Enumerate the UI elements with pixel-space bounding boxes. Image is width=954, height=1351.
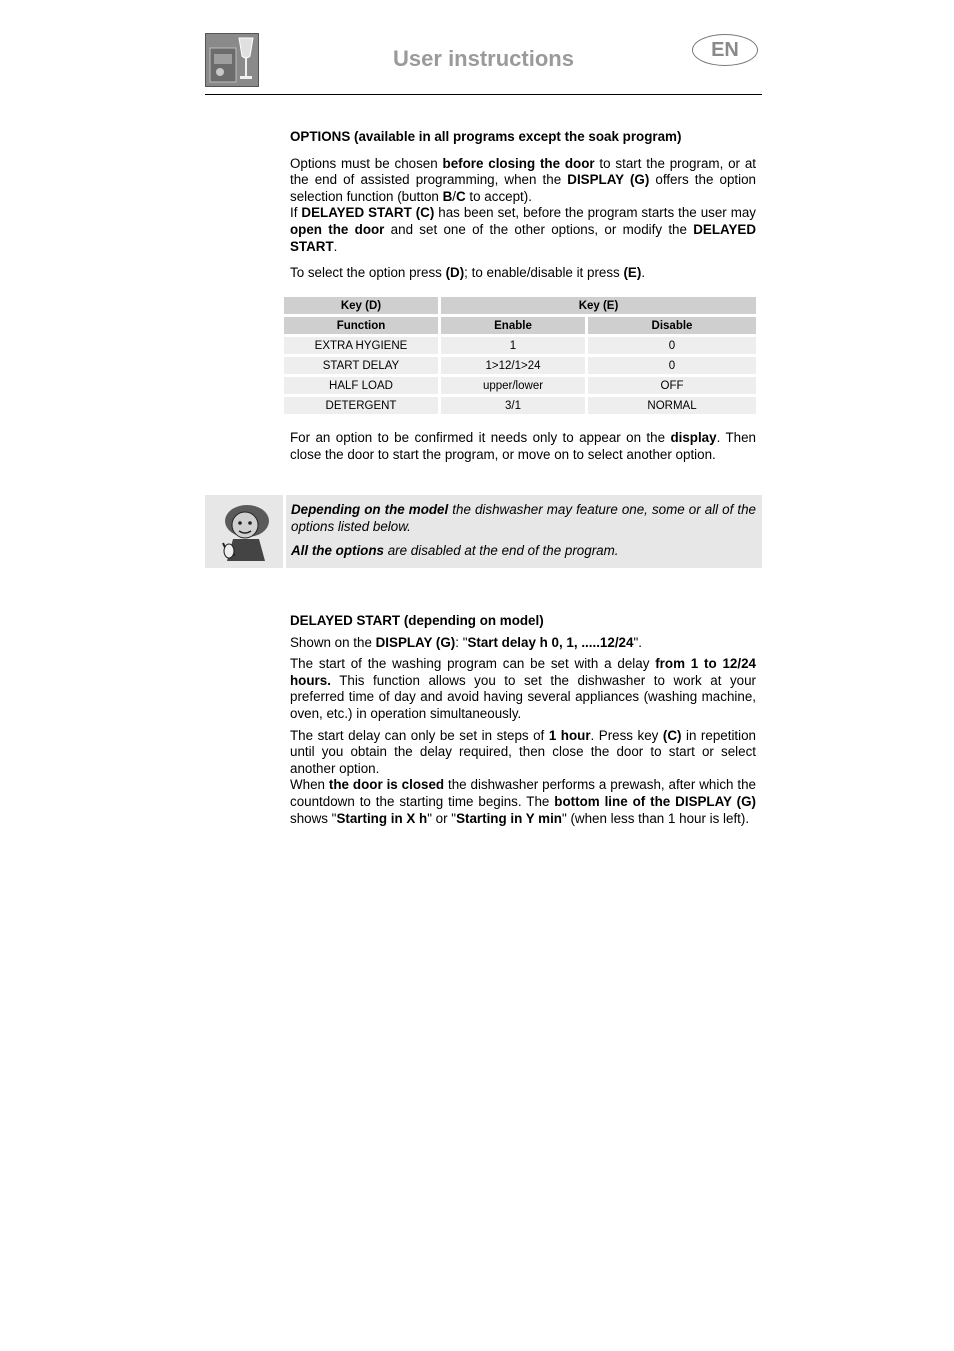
- delayed-paragraph-2: [290, 656, 756, 722]
- text-run: the dishwasher may feature one, some or all of the options listed below.: [291, 502, 756, 534]
- key-e-header: Key (E): [441, 297, 756, 314]
- options-table: [281, 294, 759, 417]
- enable-cell: 3/1: [441, 397, 585, 414]
- text-run: to start the program, or at the end of assisted programming, when the: [290, 155, 756, 188]
- enable-cell: 1: [441, 337, 585, 354]
- options-paragraph-4: [290, 430, 756, 463]
- text-run: /: [452, 188, 457, 204]
- note-box: [205, 495, 762, 568]
- delayed-paragraph-1: [290, 635, 756, 652]
- text-run: : ": [455, 634, 468, 650]
- table-row: [284, 357, 756, 374]
- disable-cell: OFF: [588, 377, 756, 394]
- text-run: To select the option press: [290, 265, 446, 281]
- text-run: in repetition until you obtain the delay required, then close the door to start or select another option.: [290, 727, 757, 776]
- function-cell: START DELAY: [284, 357, 438, 374]
- page-header: [205, 30, 762, 95]
- text-run: .: [333, 238, 338, 254]
- bold-text-run: Start delay h 0, 1, .....12/24: [467, 634, 634, 650]
- table-row: [284, 337, 756, 354]
- disable-header: Disable: [588, 317, 756, 334]
- bold-text-run: from 1 to 12/24 hours.: [290, 656, 756, 688]
- text-run: Options must be chosen: [290, 155, 443, 171]
- text-run: " (when less than 1 hour is left).: [561, 810, 750, 826]
- text-run: and set one of the other options, or modify the: [384, 221, 694, 237]
- delayed-paragraph-3: [290, 728, 756, 778]
- disable-cell: NORMAL: [588, 397, 756, 414]
- text-run: offers the option selection function (button: [290, 172, 756, 204]
- bold-text-run: open the door: [290, 221, 385, 237]
- cartoon-character-icon: [205, 495, 283, 568]
- page-title: User instructions: [393, 46, 574, 71]
- bold-text-run: DELAYED START (C): [301, 205, 435, 221]
- text-run: has been set, before the program starts the user may: [434, 205, 757, 221]
- options-paragraph-2: [290, 205, 756, 255]
- text-run: to accept).: [465, 188, 532, 204]
- bold-text-run: (C): [662, 727, 682, 743]
- bold-text-run: (D): [445, 265, 465, 281]
- table-row: [284, 377, 756, 394]
- bold-text-run: (E): [623, 265, 642, 281]
- function-cell: HALF LOAD: [284, 377, 438, 394]
- table-header-row: [284, 317, 756, 334]
- bold-text-run: the door is closed: [328, 777, 445, 793]
- bold-text-run: 1 hour: [548, 727, 591, 743]
- text-run: Shown on the: [290, 634, 376, 650]
- text-run: are disabled at the end of the program.: [383, 543, 619, 559]
- table-row: [284, 397, 756, 414]
- text-run: When: [290, 777, 329, 793]
- text-run: shows ": [290, 810, 337, 826]
- text-run: the dishwasher performs a prewash, after which the countdown to the starting time begins. The: [290, 777, 756, 809]
- text-run: The start delay can only be set in steps of: [290, 727, 549, 743]
- function-cell: DETERGENT: [284, 397, 438, 414]
- text-run: ".: [633, 634, 642, 650]
- bold-text-run: C: [456, 188, 466, 204]
- bold-text-run: Starting in Y min: [456, 810, 562, 826]
- disable-cell: 0: [588, 337, 756, 354]
- bold-text-run: DISPLAY (G): [375, 634, 456, 650]
- function-cell: EXTRA HYGIENE: [284, 337, 438, 354]
- delayed-start-heading: DELAYED START (depending on model): [290, 613, 544, 628]
- delayed-paragraph-4: [290, 777, 756, 827]
- options-section: [290, 129, 756, 282]
- bold-text-run: B: [442, 188, 453, 204]
- text-run: This function allows you to set the dishwasher to work at your preferred time of day and avoid having several appliances (washing machine, oven, etc.) in operation simultaneously.: [290, 672, 756, 721]
- text-run: If: [290, 205, 302, 221]
- function-header: Function: [284, 317, 438, 334]
- bold-text-run: bottom line of the DISPLAY (G): [554, 793, 756, 809]
- text-run: . Then close the door to start the program, or move on to select another option.: [290, 430, 756, 462]
- enable-header: Enable: [441, 317, 585, 334]
- enable-cell: upper/lower: [441, 377, 585, 394]
- bold-text-run: before closing the door: [442, 155, 595, 171]
- language-badge: EN: [692, 34, 758, 66]
- options-heading: OPTIONS (available in all programs except the soak program): [290, 129, 682, 144]
- text-run: The start of the washing program can be set with a delay: [290, 656, 656, 672]
- bold-text-run: DISPLAY (G): [567, 172, 650, 188]
- options-paragraph-3: [290, 265, 756, 282]
- bold-text-run: Depending on the model: [291, 502, 449, 517]
- key-d-header: Key (D): [284, 297, 438, 314]
- note-paragraph-1: [291, 502, 756, 535]
- bold-text-run: DELAYED START: [290, 221, 756, 254]
- disable-cell: 0: [588, 357, 756, 374]
- enable-cell: 1>12/1>24: [441, 357, 585, 374]
- text-run: .: [641, 265, 646, 281]
- text-run: ; to enable/disable it press: [464, 265, 624, 281]
- note-paragraph-2: [291, 543, 756, 560]
- text-run: " or ": [427, 810, 457, 826]
- bold-text-run: display: [670, 430, 717, 445]
- note-body: [286, 495, 762, 568]
- confirm-section: [290, 430, 756, 463]
- text-run: For an option to be confirmed it needs only to appear on the: [290, 430, 671, 445]
- table-header-row: [284, 297, 756, 314]
- bold-text-run: All the options: [291, 543, 384, 559]
- options-paragraph-1: [290, 156, 756, 206]
- text-run: . Press key: [590, 727, 663, 743]
- bold-text-run: Starting in X h: [336, 810, 428, 826]
- delayed-start-section: [290, 613, 756, 827]
